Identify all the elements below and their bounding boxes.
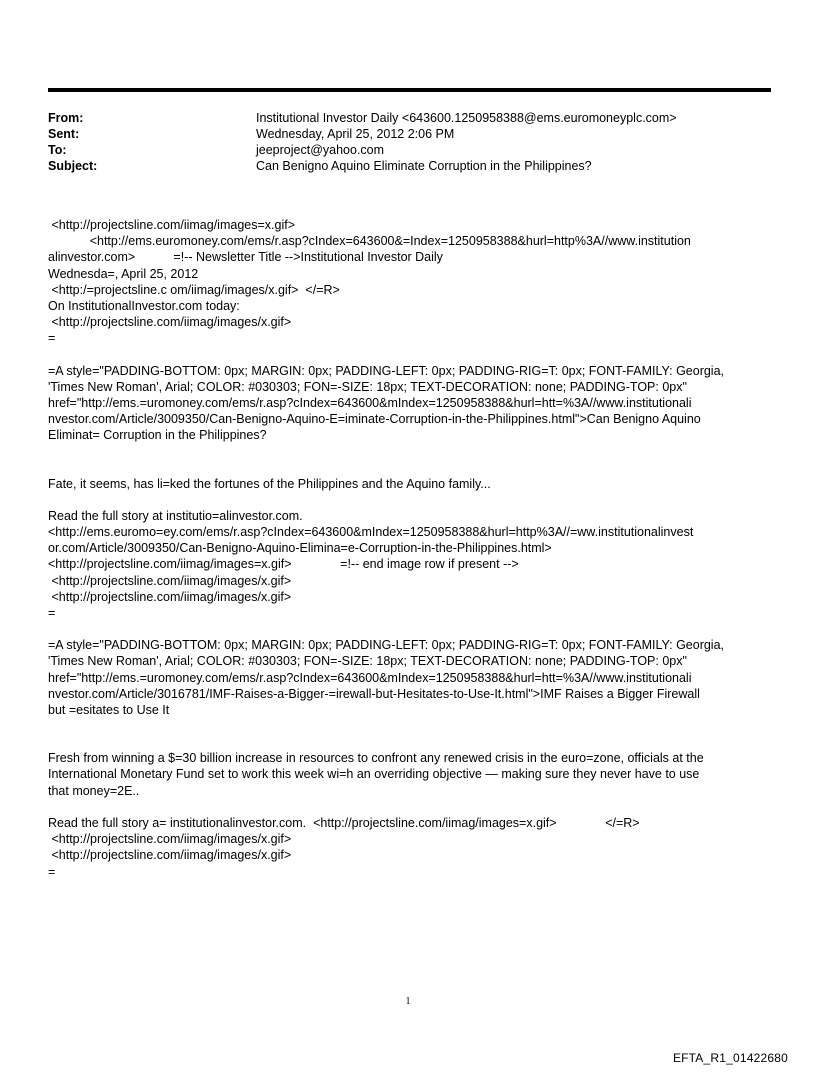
body-line: =	[48, 606, 56, 621]
body-line: <http://projectsline.com/iimag/images=x.gif>	[48, 218, 296, 232]
body-line: <http://projectsline.com/iimag/images/x.gif>	[48, 589, 292, 604]
body-line: 'Times New Roman', Arial; COLOR: #030303; FON=-SIZE: 18px; TEXT-DECORATION: none; PADDING-TOP: 0px"	[48, 379, 687, 394]
body-line: href="http://ems.=uromoney.com/ems/r.asp?cIndex=643600&mIndex=1250958388&hurl=htt=%3A//www.institutionali	[48, 396, 692, 411]
subject-value: Can Benigno Aquino Eliminate Corruption in the Philippines?	[256, 159, 592, 173]
from-row	[48, 110, 677, 126]
sent-label: Sent:	[48, 127, 80, 141]
body-line: <http://ems.euromo=ey.com/ems/r.asp?cIndex=643600&mIndex=1250958388&hurl=http%3A//=ww.institutionalinvest	[48, 525, 694, 540]
body-line: nvestor.com/Article/3009350/Can-Benigno-Aquino-E=iminate-Corruption-in-the-Philippines.html">Can Benigno Aquino	[48, 412, 701, 427]
body-line: Wednesda=, April 25, 2012	[48, 266, 199, 281]
subject-row	[48, 158, 677, 174]
body-line: Read the full story at institutio=alinvestor.com.	[48, 508, 303, 523]
from-value: Institutional Investor Daily <643600.1250958388@ems.euromoneyplc.com>	[256, 111, 677, 125]
to-label: To:	[48, 143, 67, 157]
body-line: Fate, it seems, has li=ked the fortunes of the Philippines and the Aquino family...	[48, 476, 491, 491]
body-line: href="http://ems.=uromoney.com/ems/r.asp?cIndex=643600&mIndex=1250958388&hurl=htt=%3A//www.institutionali	[48, 670, 692, 685]
body-line: <http://projectsline.com/iimag/images/x.gif>	[48, 832, 292, 847]
page-number: 1	[405, 996, 411, 1007]
body-line: =A style="PADDING-BOTTOM: 0px; MARGIN: 0px; PADDING-LEFT: 0px; PADDING-RIG=T: 0px; FONT-FAMILY: Georgia,	[48, 638, 725, 653]
to-row	[48, 142, 677, 158]
body-line: Read the full story a= institutionalinvestor.com. <http://projectsline.com/iimag/images=x.gif> </=R>	[48, 815, 640, 830]
body-line: =A style="PADDING-BOTTOM: 0px; MARGIN: 0px; PADDING-LEFT: 0px; PADDING-RIG=T: 0px; FONT-FAMILY: Georgia,	[48, 363, 725, 378]
body-line: alinvestor.com> =!-- Newsletter Title -->Institutional Investor Daily	[48, 250, 443, 265]
body-line: International Monetary Fund set to work this week wi=h an overriding objective — making sure they never have to use	[48, 767, 700, 782]
body-line: <http://ems.euromoney.com/ems/r.asp?cIndex=643600&=Index=1250958388&hurl=http%3A//www.institution	[48, 234, 691, 249]
header-rule	[48, 88, 771, 92]
to-value: jeeproject@yahoo.com	[256, 143, 385, 157]
body-line: <http://projectsline.com/iimag/images=x.gif> =!-- end image row if present -->	[48, 557, 519, 572]
body-line: <http://projectsline.com/iimag/images/x.gif>	[48, 848, 292, 863]
email-body	[48, 217, 778, 880]
body-line: or.com/Article/3009350/Can-Benigno-Aquino-Elimina=e-Corruption-in-the-Philippines.html>	[48, 541, 552, 556]
subject-label: Subject:	[48, 159, 98, 173]
body-line: =	[48, 864, 56, 879]
body-line: that money=2E..	[48, 783, 140, 798]
body-line: On InstitutionalInvestor.com today:	[48, 299, 240, 314]
body-line: Eliminat= Corruption in the Philippines?	[48, 428, 267, 443]
email-header	[48, 110, 677, 174]
body-line: <http://projectsline.com/iimag/images/x.gif>	[48, 315, 292, 330]
bates-number: EFTA_R1_01422680	[672, 1051, 788, 1065]
body-line: Fresh from winning a $=30 billion increase in resources to confront any renewed crisis in the euro=zone, officials at the	[48, 751, 704, 766]
sent-value: Wednesday, April 25, 2012 2:06 PM	[256, 127, 455, 141]
sent-row	[48, 126, 677, 142]
body-line: <http://projectsline.com/iimag/images/x.gif>	[48, 573, 292, 588]
body-line: <http:/=projectsline.c om/iimag/images/x.gif> </=R>	[48, 282, 340, 297]
body-line: 'Times New Roman', Arial; COLOR: #030303; FON=-SIZE: 18px; TEXT-DECORATION: none; PADDING-TOP: 0px"	[48, 654, 687, 669]
from-label: From:	[48, 111, 84, 125]
body-line: =	[48, 331, 56, 346]
body-line: nvestor.com/Article/3016781/IMF-Raises-a-Bigger-=irewall-but-Hesitates-to-Use-It.html">IMF Raises a Bigger Firewall	[48, 686, 700, 701]
body-line: but =esitates to Use It	[48, 703, 170, 718]
